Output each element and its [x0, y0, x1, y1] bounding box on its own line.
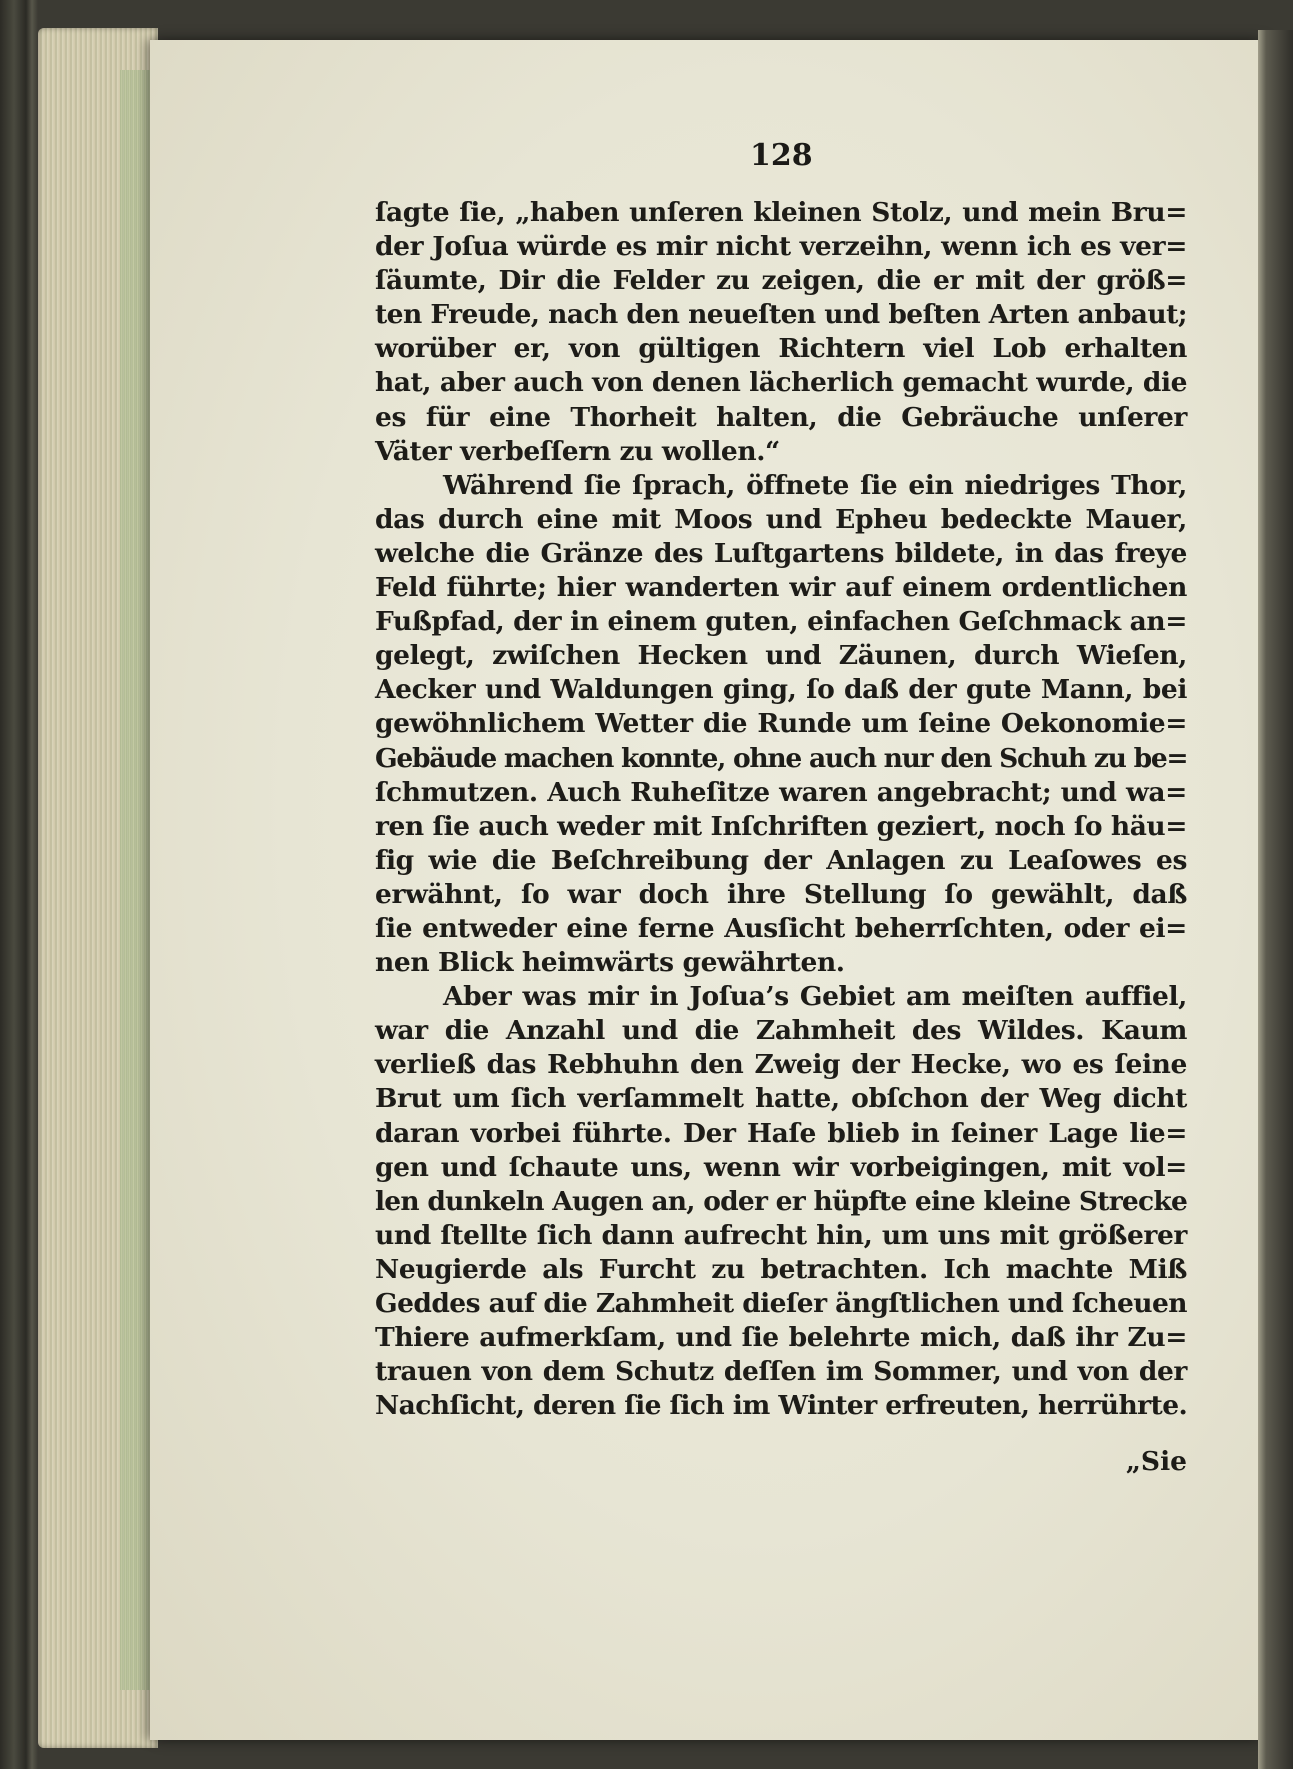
- text-line: erwähnt, ſo war doch ihre Stellung ſo gewählt, daß: [375, 878, 1187, 910]
- text-line: Brut um ſich verſammelt hatte, obſchon der Weg dicht: [375, 1083, 1187, 1115]
- text-line: gewöhnlichem Wetter die Runde um ſeine Oekonomie=: [375, 708, 1187, 740]
- text-line: Neugierde als Furcht zu betrachten. Ich machte Miß: [375, 1253, 1187, 1285]
- page-right-edge: [1258, 30, 1293, 1769]
- text-line: Aber was mir in Joſua’s Gebiet am meiſten auffiel,: [443, 981, 1187, 1013]
- text-line: Aecker und Waldungen ging, ſo daß der gute Mann, bei: [375, 674, 1187, 706]
- text-line: hat, aber auch von denen lächerlich gemacht wurde, die: [375, 367, 1187, 399]
- text-line: trauen von dem Schutz deſſen im Sommer, und von der: [375, 1356, 1187, 1388]
- text-line: ſagte ſie, „haben unſeren kleinen Stolz, und mein Bru=: [375, 197, 1187, 228]
- text-line: der Joſua würde es mir nicht verzeihn, wenn ich es ver=: [375, 231, 1187, 263]
- body-text: [375, 196, 1187, 1423]
- text-line: Gebäude machen konnte, ohne auch nur den Schuh zu be=: [375, 742, 1188, 774]
- text-line: ſäumte, Dir die Felder zu zeigen, die er mit der größ=: [375, 265, 1187, 297]
- text-line: verließ das Rebhuhn den Zweig der Hecke, wo es ſeine: [375, 1049, 1187, 1081]
- text-line: ſchmutzen. Auch Ruheſitze waren angebracht; und wa=: [375, 776, 1187, 808]
- text-line: ten Freude, nach den neueſten und beſten Arten anbaut;: [375, 299, 1187, 331]
- text-line: Nachſicht, deren ſie ſich im Winter erfreuten, herrührte.: [375, 1390, 1188, 1422]
- text-line: es für eine Thorheit halten, die Gebräuche unſerer: [375, 401, 1187, 433]
- text-line: und ſtellte ſich dann aufrecht hin, um uns mit größerer: [375, 1219, 1187, 1251]
- text-line: nen Blick heimwärts gewährten.: [375, 947, 845, 979]
- text-line: daran vorbei führte. Der Haſe blieb in ſeiner Lage lie=: [375, 1117, 1187, 1149]
- text-line: Väter verbeſſern zu wollen.“: [375, 435, 780, 467]
- text-line: Thiere aufmerkſam, und ſie belehrte mich, daß ihr Zu=: [375, 1322, 1187, 1354]
- text-line: ſie entweder eine ferne Ausſicht beherrſchten, oder ei=: [375, 912, 1187, 944]
- text-line: gen und ſchaute uns, wenn wir vorbeigingen, mit vol=: [375, 1151, 1187, 1183]
- page-edges-stained: [120, 70, 154, 1690]
- text-line: welche die Gränze des Luſtgartens bildete, in das freye: [375, 537, 1187, 569]
- text-line: fig wie die Beſchreibung der Anlagen zu Leaſowes es: [375, 844, 1187, 876]
- text-line: len dunkeln Augen an, oder er hüpfte eine kleine Strecke: [375, 1185, 1188, 1217]
- text-line: Fußpfad, der in einem guten, einfachen Geſchmack an=: [375, 606, 1187, 638]
- text-line: war die Anzahl und die Zahmheit des Wildes. Kaum: [375, 1015, 1187, 1047]
- text-line: Feld führte; hier wanderten wir auf einem ordentlichen: [375, 572, 1187, 604]
- text-line: Geddes auf die Zahmheit dieſer ängſtlichen und ſcheuen: [375, 1288, 1187, 1319]
- page-number: 128: [750, 138, 813, 173]
- text-line: Während ſie ſprach, öffnete ſie ein niedriges Thor,: [443, 469, 1187, 501]
- text-line: worüber er, von gültigen Richtern viel Lob erhalten: [375, 333, 1187, 365]
- text-line: ren ſie auch weder mit Inſchriften geziert, noch ſo häu=: [375, 810, 1187, 842]
- catchword: „Sie: [1125, 1446, 1187, 1477]
- text-line: gelegt, zwiſchen Hecken und Zäunen, durch Wieſen,: [375, 640, 1187, 672]
- text-line: das durch eine mit Moos und Epheu bedeckte Mauer,: [375, 503, 1187, 535]
